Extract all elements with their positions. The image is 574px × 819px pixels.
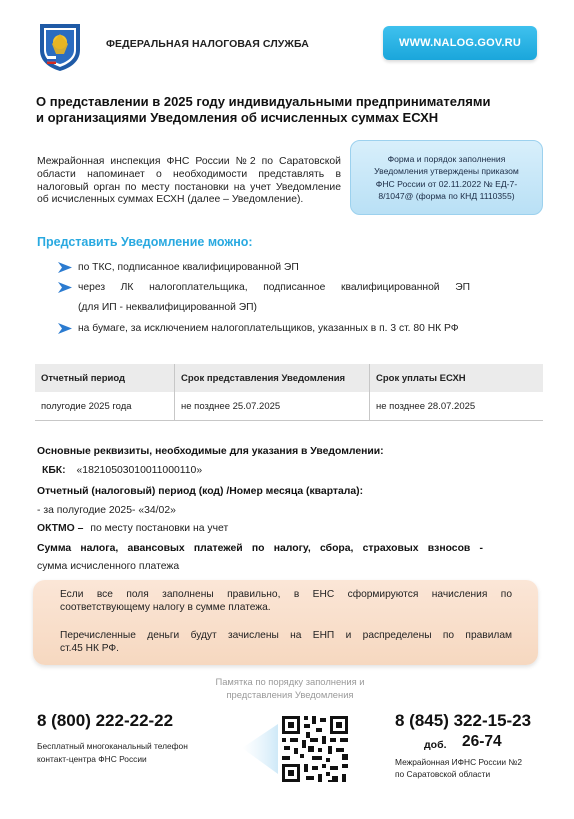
- submit-option-text: по ТКС, подписанное квалифицированной ЭП: [78, 262, 299, 273]
- oktmo-value: по месту постановки на учет: [90, 523, 229, 534]
- oktmo-line: [37, 523, 228, 534]
- intro-paragraph: Межрайонная инспекция ФНС России №2 по Саратовской области напоминает о необходимости представлять в налоговый орган по месту постановки на учет Уведомление об исчисленных суммах ЕСХН (далее – Уведомление).: [37, 156, 341, 206]
- description-line: Межрайонная ИФНС России №2: [395, 757, 523, 767]
- qr-code-icon[interactable]: [242, 708, 357, 790]
- period-value: - за полугодие 2025- «34/02»: [37, 505, 176, 516]
- table-cell: не позднее 28.07.2025: [370, 392, 544, 421]
- website-link-button[interactable]: WWW.NALOG.GOV.RU: [383, 26, 537, 60]
- kbk-line: [42, 465, 202, 476]
- title-line-2: и организациями Уведомления об исчисленных суммах ЕСХН: [36, 110, 439, 125]
- arrow-bullet-icon: [58, 262, 72, 273]
- column-header: Срок уплаты ЕСХН: [370, 364, 544, 392]
- notice-paragraph-2: [60, 629, 512, 655]
- arrow-bullet-icon: [58, 282, 72, 293]
- period-label: Отчетный (налоговый) период (код) /Номер месяца (квартала):: [37, 486, 364, 497]
- submit-option-paper: [58, 322, 459, 335]
- table-cell: не позднее 25.07.2025: [175, 392, 370, 421]
- requisites-heading: Основные реквизиты, необходимые для указания в Уведомлении:: [37, 446, 384, 457]
- notice-line: ст.45 НК РФ.: [60, 643, 119, 654]
- memo-line: представления Уведомления: [226, 689, 354, 700]
- fns-emblem-icon: [36, 20, 84, 72]
- contact-center-description: [37, 740, 188, 765]
- arrow-bullet-icon: [58, 323, 72, 334]
- notice-line: Если все поля заполнены правильно, в ЕНС сформируются начисления по: [60, 589, 512, 600]
- page-title: [36, 94, 536, 126]
- deadlines-table: [35, 364, 543, 421]
- table-cell: полугодие 2025 года: [35, 392, 175, 421]
- inspection-description: [395, 756, 522, 780]
- description-line: по Саратовской области: [395, 769, 491, 779]
- submit-option-tks: [58, 261, 299, 274]
- submit-option-text: через ЛК налогоплательщика, подписанное квалифицированной ЭП: [78, 282, 470, 293]
- sum-label: Сумма налога, авансовых платежей по налогу, сбора, страховых взносов -: [37, 543, 483, 554]
- title-line-1: О представлении в 2025 году индивидуальными предпринимателями: [36, 94, 491, 109]
- oktmo-label: ОКТМО –: [37, 523, 84, 534]
- description-line: контакт-центра ФНС России: [37, 753, 147, 764]
- info-line-1: Форма и порядок заполнения: [387, 153, 506, 164]
- column-header: Отчетный период: [35, 364, 175, 392]
- notice-line: Перечисленные деньги будут зачислены на ЕНП и распределены по правилам: [60, 630, 512, 641]
- info-line-3: ФНС России от 02.11.2022 № ЕД-7-: [375, 178, 518, 189]
- org-name: ФЕДЕРАЛЬНАЯ НАЛОГОВАЯ СЛУЖБА: [106, 38, 309, 50]
- contact-center-phone[interactable]: 8 (800) 222-22-22: [37, 711, 174, 730]
- extension-number: 26-74: [462, 733, 502, 750]
- description-line: Бесплатный многоканальный телефон: [37, 741, 188, 751]
- kbk-value: «18210503010011000110»: [76, 465, 203, 476]
- sum-value: сумма исчисленного платежа: [37, 561, 180, 572]
- form-info-box: [350, 140, 543, 215]
- memo-line: Памятка по порядку заполнения и: [215, 676, 365, 687]
- notice-paragraph-1: [60, 588, 512, 614]
- table-header-row: [35, 364, 543, 392]
- extension-label: доб.: [424, 739, 447, 751]
- table-row: [35, 392, 543, 421]
- column-header: Срок представления Уведомления: [175, 364, 370, 392]
- info-line-4: 8/1047@ (форма по КНД 1110355): [378, 190, 515, 201]
- notice-line: соответствующему налогу в сумме платежа.: [60, 602, 271, 613]
- memo-caption: [180, 675, 400, 701]
- submit-option-lk: [58, 281, 470, 314]
- submit-option-text: на бумаге, за исключением налогоплательщиков, указанных в п. 3 ст. 80 НК РФ: [78, 323, 459, 334]
- submit-heading: Представить Уведомление можно:: [37, 235, 253, 249]
- info-line-2: Уведомления утверждены приказом: [374, 166, 519, 177]
- inspection-phone[interactable]: 8 (845) 322-15-23: [395, 711, 532, 730]
- kbk-label: КБК:: [42, 465, 66, 476]
- submit-option-subtext: (для ИП - неквалифицированной ЭП): [78, 302, 257, 313]
